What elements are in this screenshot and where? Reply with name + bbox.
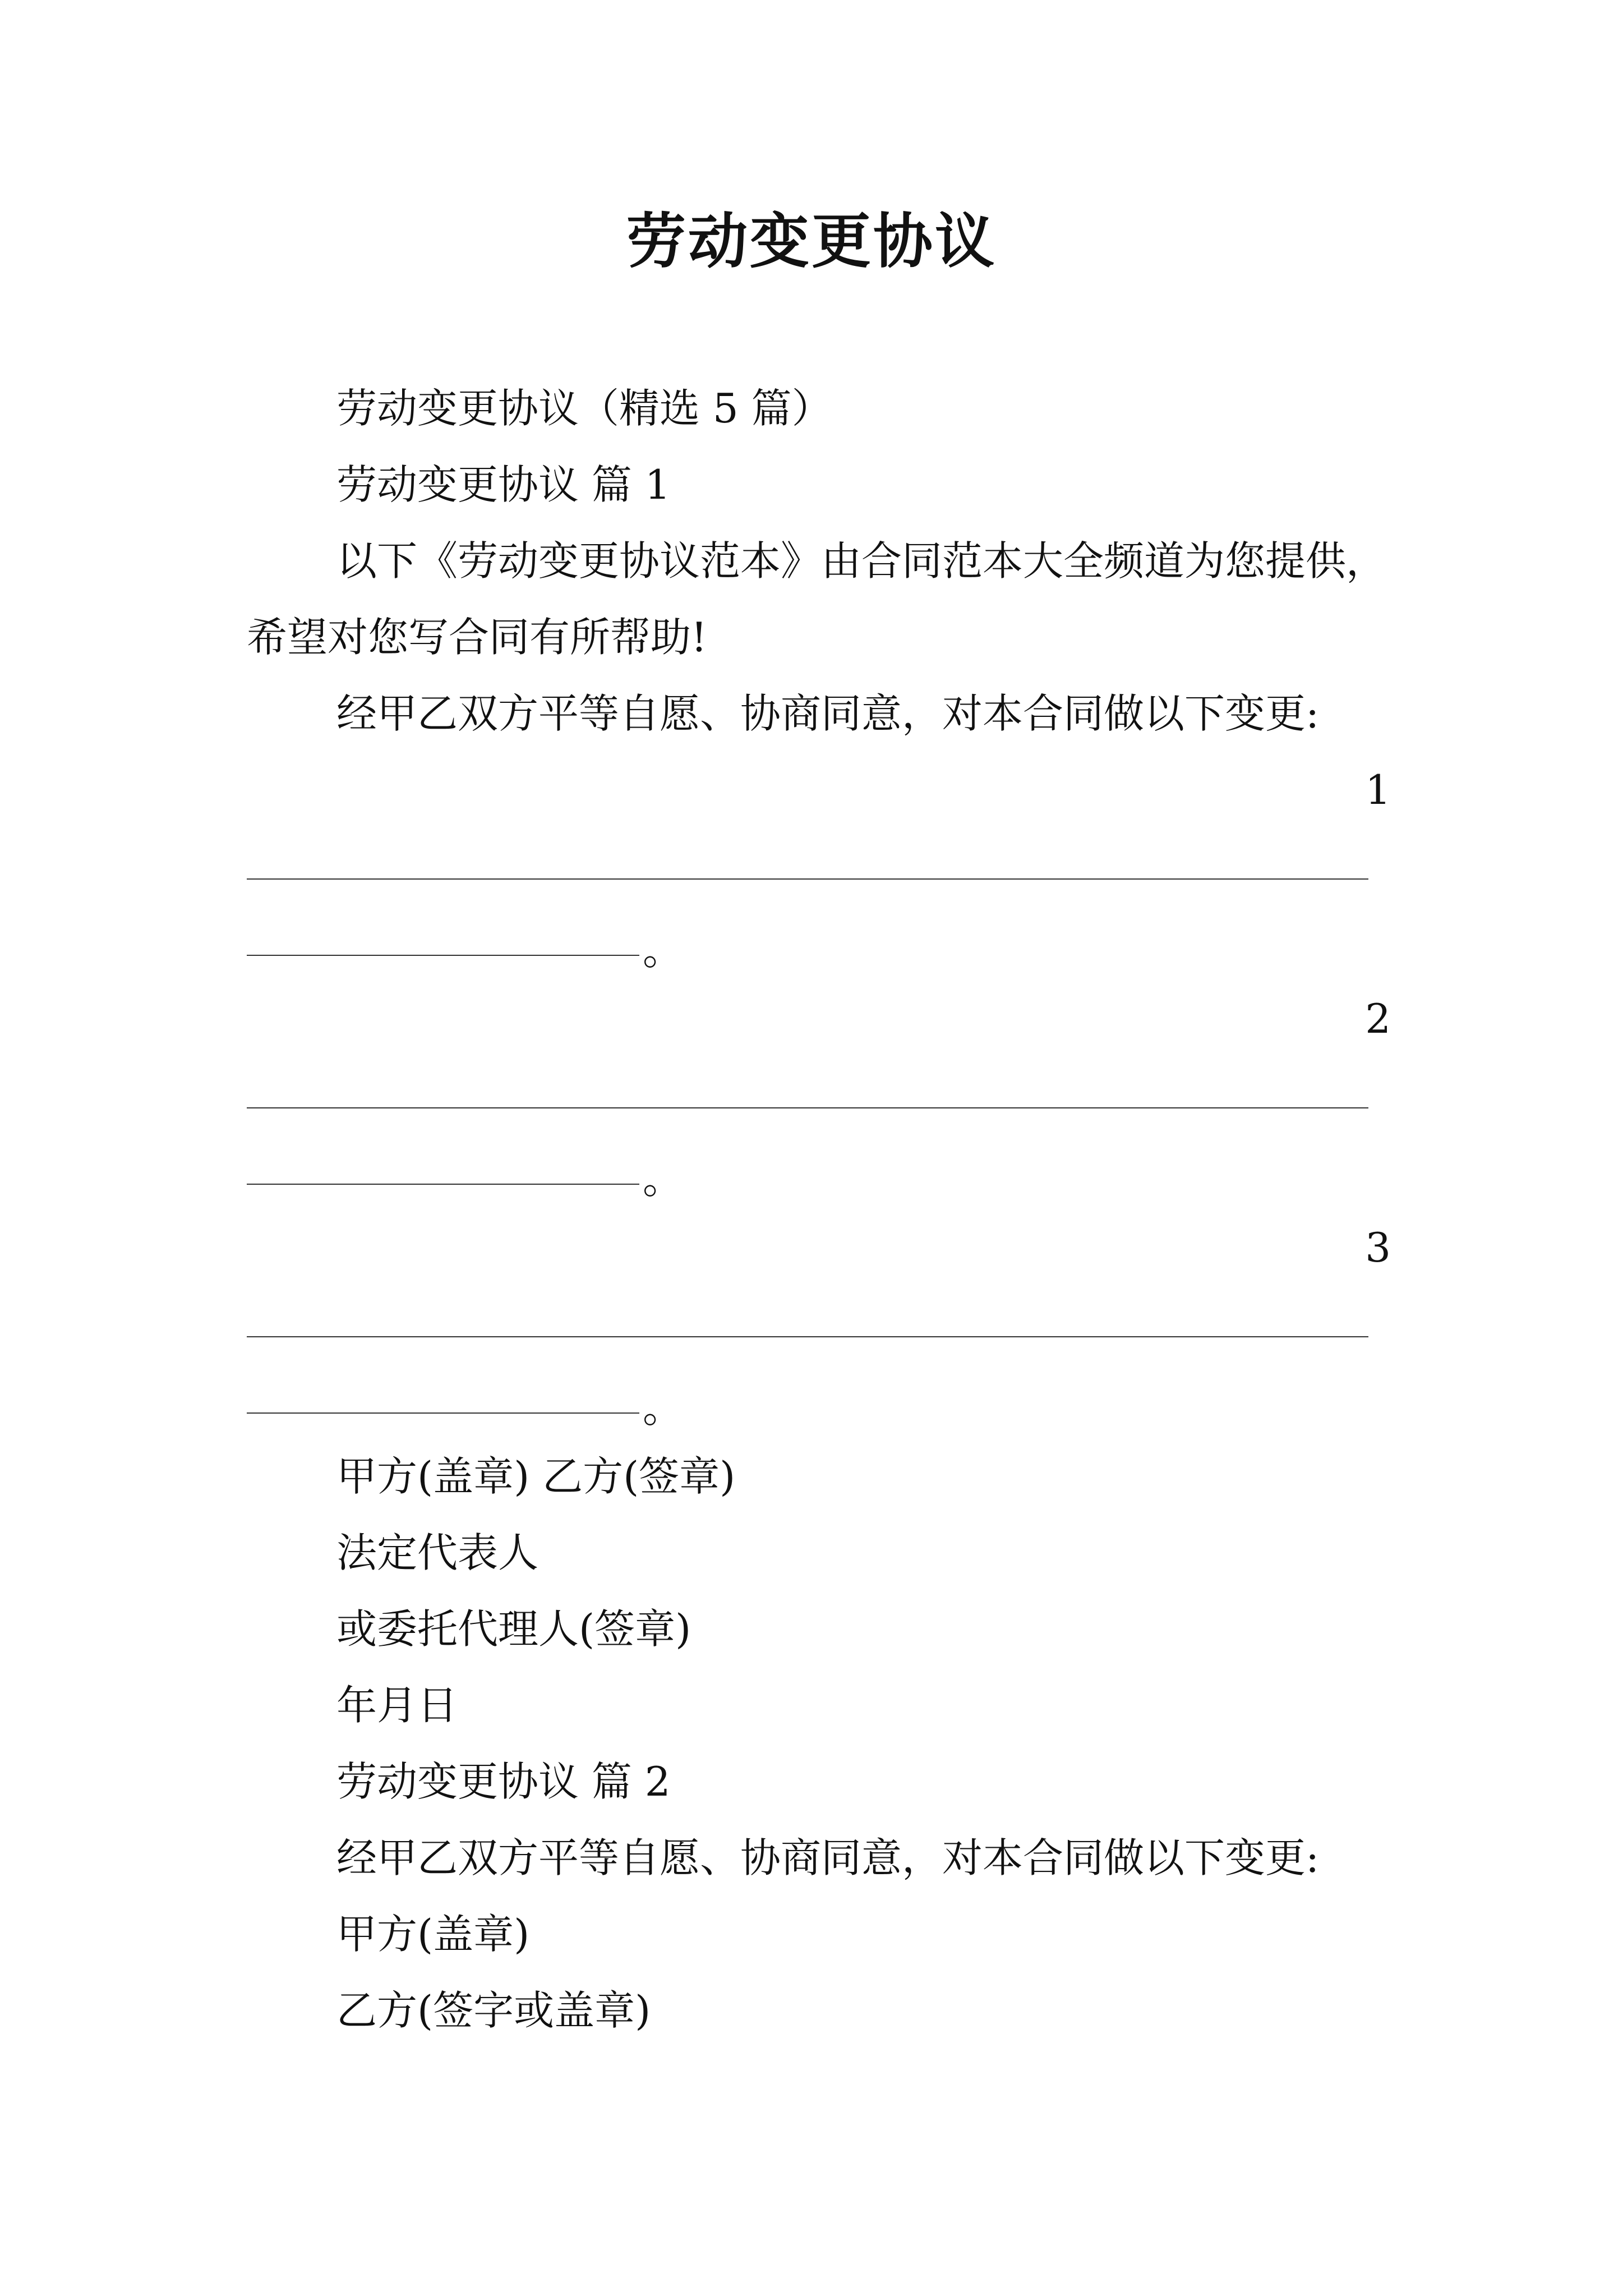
blank-line-long-1: [247, 828, 1391, 904]
item-number-1: 1: [1365, 766, 1391, 813]
blank-line-short-1: [247, 904, 1391, 981]
underline-rule: [247, 1336, 1368, 1337]
section-heading-1: 劳动变更协议 篇 1: [336, 461, 671, 508]
item-number-2: 2: [1365, 995, 1391, 1042]
agreement-paragraph-1: 经甲乙双方平等自愿、协商同意，对本合同做以下变更:: [336, 690, 1320, 737]
period-mark: 。: [643, 1156, 684, 1203]
section-heading-2: 劳动变更协议 篇 2: [336, 1758, 671, 1805]
party-b-line: 乙方(签字或盖章): [336, 1987, 651, 2034]
date-line: 年月日: [336, 1682, 458, 1729]
period-mark: 。: [643, 1384, 684, 1432]
intro-paragraph: 劳动变更协议（精选 5 篇）: [336, 385, 832, 432]
legal-representative-line: 法定代表人: [336, 1529, 539, 1576]
agreement-paragraph-2: 经甲乙双方平等自愿、协商同意，对本合同做以下变更:: [336, 1834, 1320, 1881]
blank-line-long-2: [247, 1057, 1391, 1133]
underline-rule: [247, 1412, 639, 1414]
authorized-agent-line: 或委托代理人(签章): [336, 1605, 691, 1653]
period-mark: 。: [643, 927, 684, 974]
document-title: 劳动变更协议: [626, 206, 997, 276]
document-body: [247, 370, 1391, 2049]
party-a-line: 甲方(盖章): [336, 1911, 530, 1958]
source-note-paragraph: 以下《劳动变更协议范本》由合同范本大全频道为您提供，希望对您写合同有所帮助!: [247, 537, 1387, 661]
blank-line-long-3: [247, 1286, 1391, 1362]
underline-rule: [247, 955, 639, 956]
underline-rule: [247, 878, 1368, 880]
underline-rule: [247, 1184, 639, 1185]
blank-line-short-2: [247, 1133, 1391, 1209]
item-number-3: 3: [1365, 1224, 1391, 1271]
blank-line-short-3: [247, 1362, 1391, 1438]
party-signature-line: 甲方(盖章) 乙方(签章): [336, 1453, 736, 1500]
underline-rule: [247, 1107, 1368, 1108]
